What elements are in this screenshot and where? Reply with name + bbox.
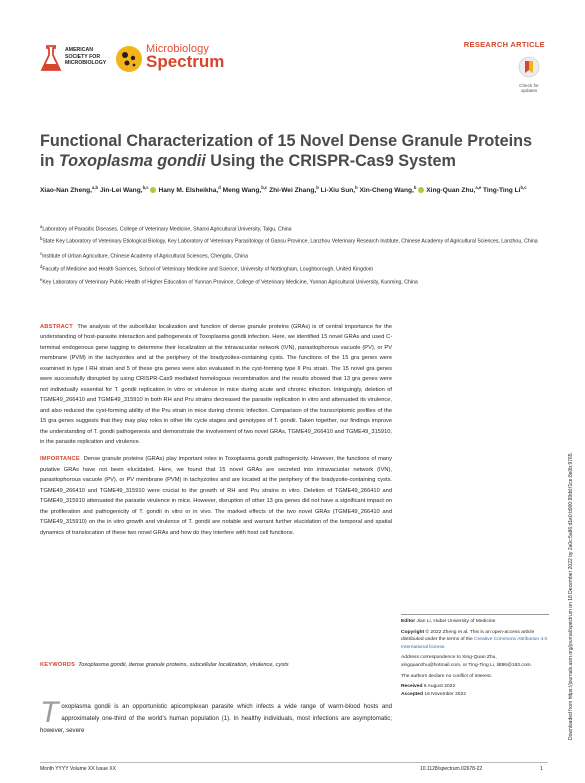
- affiliation-list: [40, 222, 545, 288]
- affiliation-item: $^e$Key Laboratory of Veterinary Public Health of Higher Education of Yunnan Province, College of Veterinary Medicine, Yunnan Agricultural University, Kunming, China: [40, 277, 418, 286]
- keywords-label: KEYWORDS: [40, 662, 76, 668]
- title-italic: Toxoplasma gondii: [58, 152, 206, 170]
- keywords-text: Toxoplasma gondii, dense granule proteins, subcellular localization, virulence, cysts: [78, 662, 289, 668]
- license-link[interactable]: Creative Commons Attribution 4.0 International license.: [401, 637, 548, 650]
- affiliation-item: $^d$Faculty of Medicine and Health Sciences, School of Veterinary Medicine and Science, University of Nottingham, Loughborough, United Kingdom: [40, 264, 374, 273]
- section-label: RESEARCH ARTICLE: [463, 40, 545, 49]
- title-part-2: Using the CRISPR-Cas9 System: [205, 152, 456, 170]
- footer-doi[interactable]: 10.1128/spectrum.02678-22: [420, 766, 483, 772]
- abstract-text: The analysis of the subcellular localization and function of dense granule proteins (GRAs) is of central importance for the understanding of host-parasite interaction and pathogenesis of Toxoplasma gondii infection. Here, we identified 15 novel GRAs and used C-terminal endogenous gene tagging to determine their localization at the intravacuolar network (IVN), parasitophorous vacuole (PV), or PV membrane (PVM) in the tachyzoites and at the periphery of the bradyzoites-containing cysts. The functions of the 15 gra genes were examined in type I RH strain and 5 of these gra genes were also evaluated in the cyst-forming type II Pru strain. The 15 novel gra genes were successfully disrupted by using CRISPR-Cas9 mediated homologous recombination and the results showed that 13 gra genes were not individually essential for T. gondii replication in vitro or virulence in mice during acute and chronic infection. Intriguingly, deletion of TGME49_266410 and TGME49_315910 in both RH and Pru strains decreased the parasite replication in vitro and attenuated its virulence, and also reduced the cyst-forming ability of the Pru strain in mice during chronic infection. Comparison of the transcriptomic profiles of the 15 gra genes suggests that they may play roles in other life cycle stages and genotypes of T. gondii. Taken together, our findings improve the understanding of T. gondii pathogenesis and demonstrate the involvement of two novel GRAs, TGME49_266410 and TGME49_315910, in the parasite replication and virulence.: [40, 324, 392, 445]
- download-stamp: [558, 340, 574, 740]
- author-name[interactable]: Jin-Lei Wang,$^{b,c}$: [99, 185, 149, 195]
- journal-name-top: Microbiology: [146, 43, 209, 55]
- download-stamp-text[interactable]: Downloaded from https://journals.asm.org/journal/spectrum on 18 December 2022 by 2a0c:5a86:d1e0:b900:99dd:f1ce:8e0b:9765.: [568, 452, 574, 740]
- affiliation-item: $^c$Institute of Urban Agriculture, Chinese Academy of Agricultural Sciences, Chengdu, China: [40, 250, 248, 260]
- page-number: 1: [540, 766, 543, 772]
- author-name[interactable]: Meng Wang,$^{b,c}$: [222, 185, 268, 195]
- footer-divider: [40, 762, 548, 763]
- article-info-sidebar: [401, 618, 549, 698]
- check-for-updates-label: Check for updates: [519, 83, 539, 94]
- importance-paragraph: [40, 454, 392, 538]
- importance-label: IMPORTANCE: [40, 456, 80, 463]
- orcid-icon[interactable]: [150, 187, 156, 193]
- journal-logo[interactable]: [116, 42, 236, 76]
- received-date: Received 6 August 2022: [401, 684, 456, 690]
- drop-cap: T: [40, 696, 59, 729]
- editor-info: Editor Jian Li, Hubei University of Medicine: [401, 619, 496, 624]
- check-for-updates-button[interactable]: [516, 56, 542, 96]
- author-name[interactable]: Ting-Ting Li$^{b,c}$: [483, 185, 527, 195]
- importance-text: Dense granule proteins (GRAs) play important roles in Toxoplasma gondii pathogenicity. However, the functions of many putative GRAs have not been elucidated. Here, we found that 15 novel GRAs are secreted into intravacuolar network (IVN), parasitophorous vacuole (PV), or PV membrane (PVM) in tachyzoites and are located at the periphery of the bradyzoite-containing cysts. TGME49_266410 and TGME49_315910 were crucial to the growth of RH and Pru strains in vitro. Deletion of TGME49_266410 and TGME49_315910 attenuated the parasite virulence in mice. However, disruption of other 13 gra genes did not have a significant impact on the proliferation and pathogenicity of T. gondii in vitro or in vivo. The marked effects of the two novel GRAs (TGME49_266410 and TGME49_315910) on the in vitro growth and virulence of T. gondii are notable and warrant further elucidation of the temporal and spatial dynamics of translocation of these two novel GRAs and how do they interfere with host cell functions.: [40, 456, 392, 536]
- bookmark-icon: [518, 56, 540, 82]
- orcid-icon[interactable]: [418, 187, 424, 193]
- correspondence-info: Address correspondence to Xing-Quan Zhu, xingquanzhu@hotmail.com, or Ting-Ting Li, litt86@163.com.: [401, 655, 532, 668]
- author-list: [40, 182, 545, 196]
- accepted-date: Accepted 16 November 2022: [401, 691, 466, 697]
- author-name[interactable]: Xiao-Nan Zheng,$^{a,b}$: [40, 185, 99, 195]
- author-name[interactable]: Xin-Cheng Wang,$^b$: [359, 185, 417, 195]
- keywords-section: [40, 660, 392, 670]
- affiliation-item: $^a$Laboratory of Parasitic Diseases, College of Veterinary Medicine, Shanxi Agricultural University, Taigu, China: [40, 224, 292, 233]
- microbe-circle-icon: [116, 46, 142, 72]
- abstract-paragraph: [40, 322, 392, 447]
- sidebar-divider: [401, 614, 549, 615]
- title-part-1: Functional Characterization of 15 Novel Dense Granule Proteins in: [40, 132, 533, 170]
- article-title: [40, 131, 545, 171]
- author-name[interactable]: Xing-Quan Zhu,$^{a,e}$: [418, 187, 481, 194]
- intro-text: oxoplasma gondii is an opportunistic apicomplexan parasite which infects a wide range of warm-blood hosts and approximately one-third of the world's human population (1). In healthy individuals, most infections are asymptomatic; however, severe: [40, 703, 392, 735]
- author-name[interactable]: Li-Xiu Sun,$^b$: [320, 185, 358, 195]
- conflict-statement: The authors declare no conflict of interest.: [401, 673, 493, 679]
- journal-name-bottom: Spectrum: [146, 52, 225, 71]
- author-name[interactable]: Zhi-Wei Zhang,$^b$: [269, 185, 319, 195]
- abstract-section: [40, 322, 392, 545]
- affiliation-item: $^b$State Key Laboratory of Veterinary Etiological Biology, Key Laboratory of Veterinary Parasitology of Gansu Province, Lanzhou Veterinary Research Institute, Chinese Academy of Agricultural Sciences, Lanzhou, China: [40, 236, 538, 245]
- footer-issue: Month YYYY Volume XX Issue XX: [40, 766, 116, 772]
- copyright-info: Copyright © 2022 Zheng et al. This is an open-access article distributed under the terms of the Creative Commons Attribution 4.0 International license.: [401, 629, 548, 650]
- abstract-label: ABSTRACT: [40, 324, 73, 330]
- asm-logo-text: AMERICAN SOCIETY FOR MICROBIOLOGY: [65, 47, 107, 66]
- author-name[interactable]: Hany M. Elsheikha,$^d$: [150, 187, 220, 194]
- introduction-paragraph: [40, 696, 392, 738]
- asm-flask-icon: [40, 44, 62, 74]
- asm-logo: [40, 44, 112, 74]
